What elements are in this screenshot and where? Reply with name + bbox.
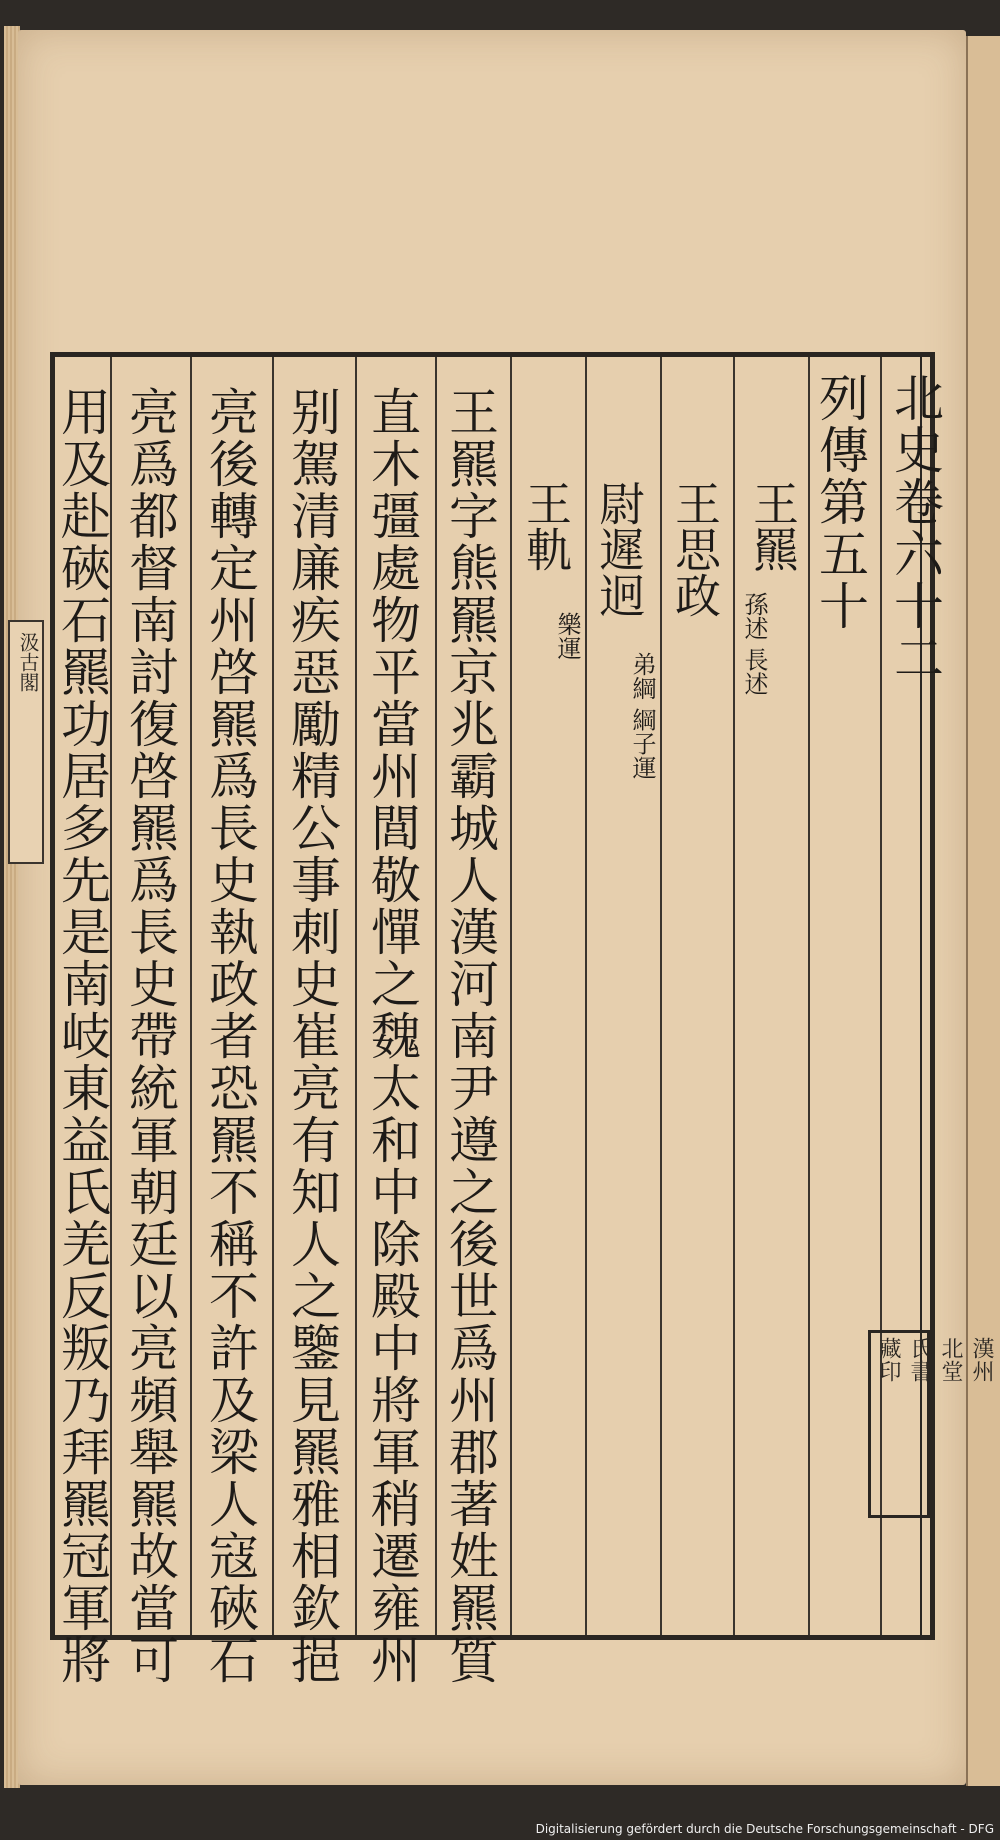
column-rule (355, 357, 357, 1635)
seal-text: 漢州 (969, 1337, 994, 1383)
toc-entry-note: 孫述 長述 (740, 592, 768, 696)
toc-entry-note: 弟綱 綱子運 (628, 652, 656, 780)
body-column: 亮爲都督南討復啓羆爲長史帶統軍朝廷以亮頻舉羆故當可 (121, 386, 179, 1686)
body-column: 别駕清廉疾惡勵精公事刺史崔亮有知人之鑒見羆雅相欽挹 (283, 386, 341, 1686)
body-column: 用及赴硤石羆功居多先是南岐東益氏羌反叛乃拜羆冠軍將 (53, 386, 111, 1686)
chapter-title: 列傳第五十 (811, 372, 869, 632)
body-column: 王羆字熊羆京兆霸城人漢河南尹遵之後世爲州郡著姓羆質 (441, 386, 499, 1686)
seal-text: 北堂 (938, 1337, 963, 1383)
body-column: 直木彊處物平當州閭敬憚之魏太和中除殿中將軍稍遷雍州 (363, 386, 421, 1686)
body-column: 亮後轉定州啓羆爲長史執政者恐羆不稱不許及梁人寇硤石 (201, 386, 259, 1686)
column-rule (808, 357, 810, 1635)
toc-entry-name: 尉遲迥 (592, 480, 646, 618)
seal-text: 氏書 (907, 1337, 932, 1383)
volume-title: 北史卷六十二 (886, 372, 944, 684)
library-seal (868, 1330, 994, 1518)
column-rule (585, 357, 587, 1635)
column-rule (272, 357, 274, 1635)
column-rule (660, 357, 662, 1635)
seal-text: 藏印 (876, 1337, 901, 1383)
adjacent-page-edge (966, 36, 1000, 1786)
toc-entry-name: 王羆 (746, 480, 800, 572)
toc-entry-name: 王軌 (519, 480, 573, 572)
toc-entry-name: 王思政 (668, 480, 722, 618)
digitization-credit: Digitalisierung gefördert durch die Deutsche Forschungsgemeinschaft - DFG (535, 1822, 994, 1836)
margin-tab (8, 620, 44, 864)
margin-tab-label: 汲古閣 (16, 632, 40, 692)
column-rule (510, 357, 512, 1635)
column-rule (733, 357, 735, 1635)
column-rule (435, 357, 437, 1635)
toc-entry-note: 樂運 (553, 612, 581, 660)
column-rule (190, 357, 192, 1635)
